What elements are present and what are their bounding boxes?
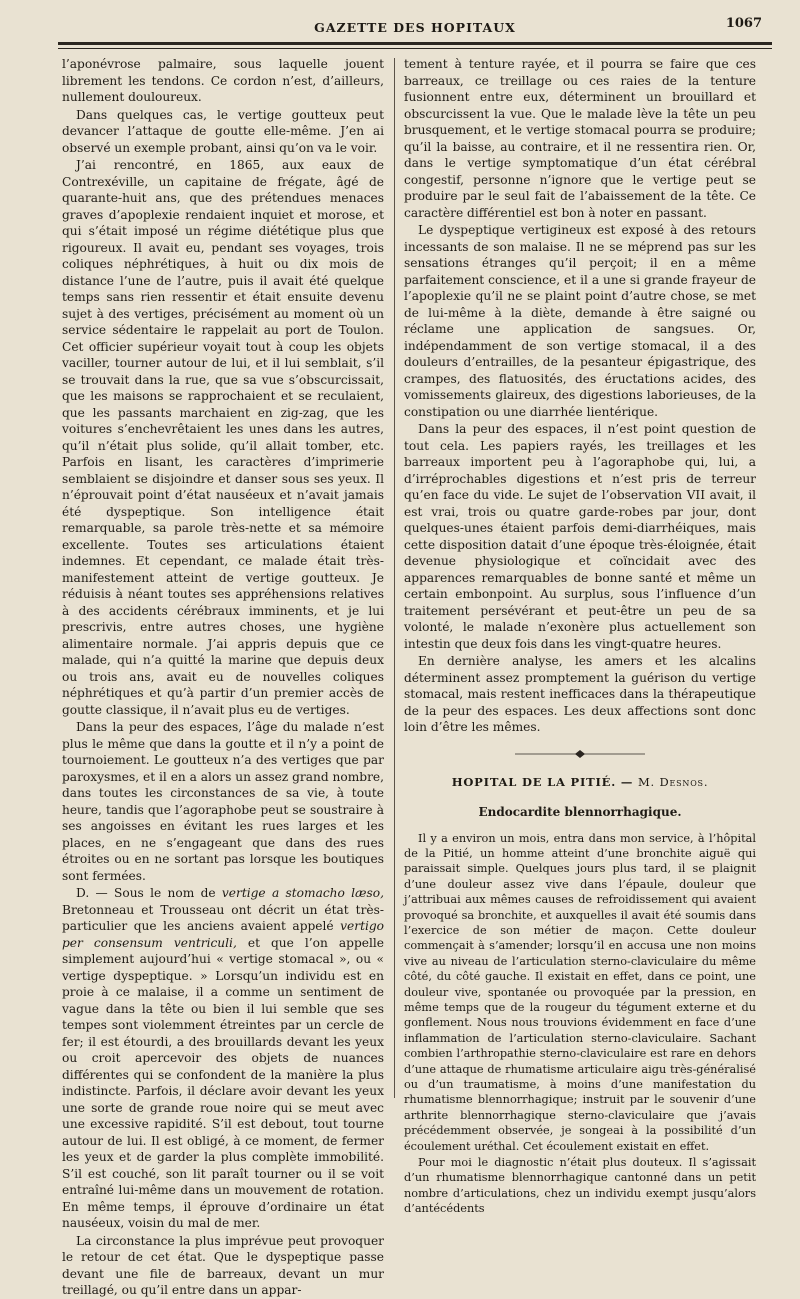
text-run: et que l’on appelle simplement aujourd’hui « vertige stomacal », ou « vertige dyspeptique. » Lorsqu’un individu est en proie à ce malaise, il a comme un sentiment de vague dans la tête ou bien il lui semble que ses tempes sont violemment étreintes par un cercle de fer; il est étourdi, a des brouillards devant les yeux ou croit apercevoir des objets de nuances différentes qui se confondent de la manière la plus indistincte. Parfois, il déclare avoir devant les yeux une sorte de grande roue noire qui se meut avec une excessive rapidité. S’il est debout, tout tourne autour de lui. Il est obligé, à ce moment, de fermer les yeux et de garder la plus complète immobilité. S’il est couché, son lit paraît tourner ou il se voit entraîné lui-même dans un mouvement de rotation. En même temps, il éprouve d’ordinaire un état nauséeux, voisin du mal de mer. [62, 935, 384, 1230]
article-body [404, 831, 756, 1217]
hospital-name: HOPITAL DE LA PITIÉ. — [451, 774, 634, 789]
paragraph: Il y a environ un mois, entra dans mon service, à l’hôpital de la Pitié, un homme atteint d’une bronchite aiguë qui paraissait simple. Quelques jours plus tard, il se plaignit d’une douleur assez vive dans l’épaule, douleur que j’attribuai aux mêmes causes de refroidissement qui avaient provoqué sa bronchite, et auxquelles il avait été soumis dans l’exercice de son métier de maçon. Cette douleur commençait à s’amender; lorsqu’il en accusa une non moins vive au niveau de l’articulation sterno-claviculaire du même côté, du côté gauche. Il existait en effet, dans ce point, une douleur vive, spontanée ou provoquée par la pression, en même temps que de la rougeur du tégument externe et du gonflement. Nous nous trouvions évidemment en face d’une inflammation de l’articulation sterno-claviculaire. Sachant combien l’arthropathie sterno-claviculaire est rare en dehors d’une attaque de rhumatisme articulaire aigu très-généralisé ou d’un traumatisme, à moins d’une manifestation du rhumatisme blennorrhagique; instruit par le souvenir d’une arthrite blennorrhagique sterno-claviculaire que j’avais précédemment observée, je songeai à la possibilité d’un écoulement uréthal. Cet écoulement existait en effet. [404, 831, 756, 1153]
section-heading [404, 774, 756, 791]
paragraph: La circonstance la plus imprévue peut provoquer le retour de cet état. Que le dyspeptique passe devant une file de barreaux, devant un mur treillagé, ou qu’il entre dans un appar- [62, 1233, 384, 1297]
page-header [60, 14, 770, 40]
latin-term: vertige a stomacho læso, [221, 886, 384, 900]
column-divider [394, 58, 395, 1098]
paragraph: Le dyspeptique vertigineux est exposé à des retours incessants de son malaise. Il ne se méprend pas sur les sensations étranges qu’il perçoit; il en a même parfaitement conscience, et il a une si grande frayeur de l’apoplexie qu’il ne se plaint point d’autre chose, se met de lui-même à la diète, demande à être saigné ou réclame une application de sangsues. Or, indépendamment de son vertige stomacal, il a des douleurs d’entrailles, de la pesanteur épigastrique, des crampes, des flatuosités, des éructations acides, des vomissements glaireux, des digestions laborieuses, de la constipation ou une diarrhée lientérique. [404, 223, 756, 419]
paragraph: tement à tenture rayée, et il pourra se faire que ces barreaux, ce treillage ou ces raies de la tenture fusionnent entre eux, déterminent un brouillard et obscurcissent la vue. Que le malade lève la tête un peu brusquement, et le vertige stomacal pourra se produire; qu’il la baisse, au contraire, et il ne ressentira rien. Or, dans le vertige symptomatique d’un état cérébral congestif, personne n’ignore que le vertige peut se produire par le seul fait de l’abaissement de la tête. Ce caractère différentiel est bon à noter en passant. [404, 57, 756, 220]
paragraph: J’ai rencontré, en 1865, aux eaux de Contrexéville, un capitaine de frégate, âgé de quarante-huit ans, que des prétendues menaces graves d’apoplexie rendaient inquiet et morose, et qui s’était imposé un régime diététique plus que rigoureux. Il avait eu, pendant ses voyages, trois coliques néphrétiques, à huit ou dix mois de distance l’une de l’autre, puis il avait été quelque temps sans rien ressentir et était ensuite devenu sujet à des vertiges, précisément au moment où un service sédentaire le rappelait au port de Toulon. Cet officier supérieur voyait tout à coup les objets vaciller, tourner autour de lui, et il lui semblait, s’il se trouvait dans la rue, que sa vue s’obscurcissait, que les maisons se rapprochaient et se reculaient, que les passants marchaient en zig-zag, que les voitures s’enchevrêtaient les unes dans les autres, qu’il n’était plus solide, qu’il allait tomber, etc. Parfois en lisant, les caractères d’imprimerie semblaient se disjoindre et danser sous ses yeux. Il n’éprouvait point d’état nauséeux et n’avait jamais été dyspeptique. Son intelligence était remarquable, sa parole très-nette et sa mémoire excellente. Toutes ses articulations étaient indemnes. Et cependant, ce malade était très-manifestement atteint de vertige goutteux. Je réduisis à néant toutes ses appréhensions relatives à des accidents cérébraux imminents, et je lui prescrivis, entre autres choses, une hygiène alimentaire normale. J’ai appris depuis que ce malade, qui n’a quitté la marine que depuis deux ou trois ans, avait eu de nouvelles coliques néphrétiques et qu’à partir d’un premier accès de goutte classique, il n’avait plus eu de vertiges. [62, 158, 384, 717]
paragraph: Dans la peur des espaces, il n’est point question de tout cela. Les papiers rayés, les treillages et les barreaux importent peu à l’agoraphobe qui, lui, a d’irréprochables digestions et n’est pris de terreur qu’en face du vide. Le sujet de l’observation VII avait, il est vrai, trois ou quatre garde-robes par jour, dont quelques-unes étaient parfois demi-diarrhéiques, mais cette disposition datait d’une époque très-éloignée, était devenue physiologique et coïncidait avec des apparences remarquables de bonne santé et même un certain embonpoint. Au surplus, sous l’influence d’un traitement persévérant et peut-être un peu de sa volonté, le malade n’exonère plus actuellement son intestin que deux fois dans les vingt-quatre heures. [404, 422, 756, 651]
header-rule-thick [58, 42, 772, 45]
paragraph: Dans la peur des espaces, l’âge du malade n’est plus le même que dans la goutte et il n’y a point de tournoiement. Le goutteux n’a des vertiges que par paroxysmes, et il en a alors un assez grand nombre, dans toutes les circonstances de sa vie, à toute heure, tandis que l’agoraphobe peut se soustraire à ses angoisses en évitant les rues larges et les places, en ne s’engageant que dans des rues étroites ou en ne sortant pas lorsque les boutiques sont fermées. [62, 720, 384, 883]
right-column [404, 56, 756, 1216]
section-ornament [515, 750, 645, 758]
paragraph: Dans quelques cas, le vertige goutteux peut devancer l’attaque de goutte elle-même. J’en ai observé un exemple probant, ainsi qu’on va le voir. [62, 107, 384, 155]
section-author: M. Desnos. [637, 774, 709, 789]
header-rule-thin [58, 48, 772, 49]
paragraph: Pour moi le diagnostic n’était plus douteux. Il s’agissait d’un rhumatisme blennorrhagique cantonné dans un petit nombre d’articulations, chez un individu exempt jusqu’alors d’antécédents [404, 1156, 756, 1216]
journal-title: GAZETTE DES HOPITAUX [314, 20, 516, 35]
left-column [62, 56, 384, 1297]
page-number: 1067 [725, 16, 762, 31]
paragraph-section-d [62, 885, 384, 1232]
paragraph: En dernière analyse, les amers et les alcalins déterminent assez promptement la guérison du vertige stomacal, mais restent inefficaces dans la thérapeutique de la peur des espaces. Les deux affections sont donc loin d’être les mêmes. [404, 654, 756, 734]
article-subheading: Endocardite blennorrhagique. [478, 805, 682, 819]
text-run: D. — Sous le nom de [76, 886, 222, 900]
text-run: Bretonneau et Trousseau ont décrit un état très-particulier que les anciens avaient appelé [62, 902, 384, 933]
latin-term: vertigo per consensum ventriculi, [62, 919, 384, 950]
paragraph: l’aponévrose palmaire, sous laquelle jouent librement les tendons. Ce cordon n’est, d’ailleurs, nullement douloureux. [62, 57, 384, 104]
